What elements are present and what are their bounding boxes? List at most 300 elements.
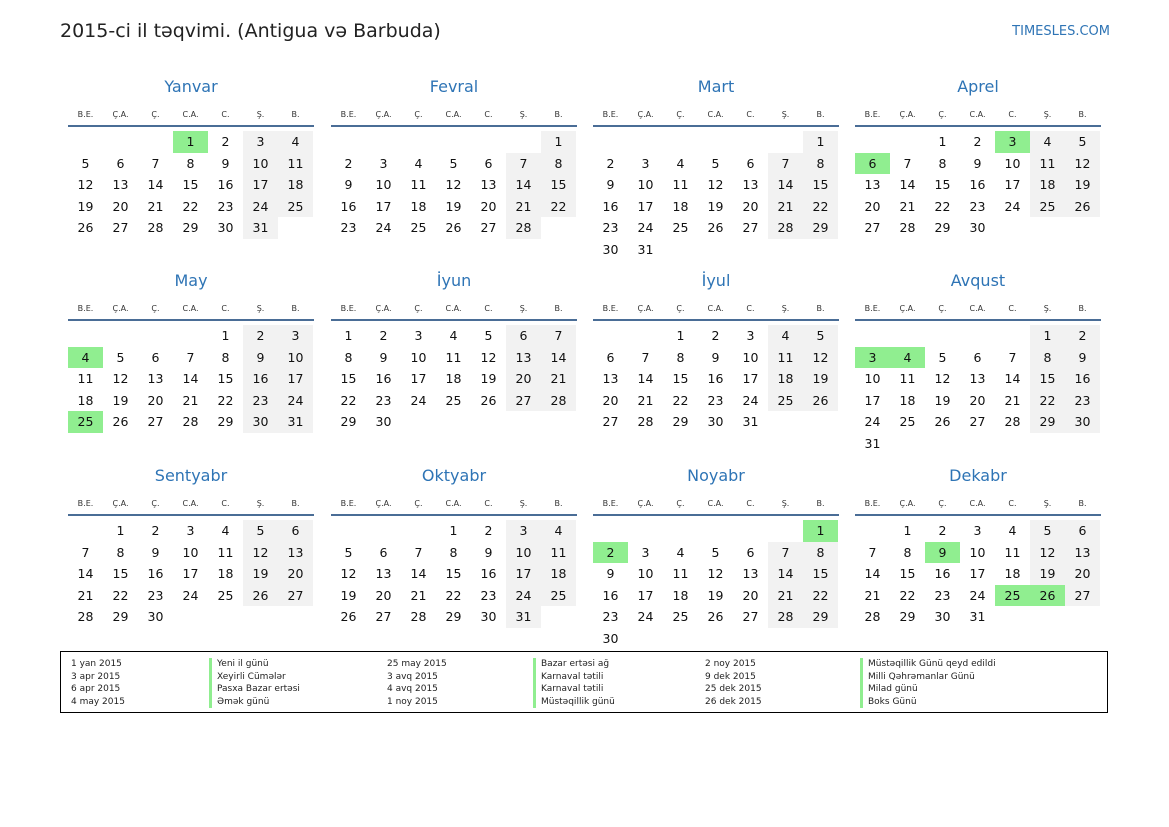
day-cell: 23 xyxy=(1065,390,1100,412)
day-cell: 13 xyxy=(278,542,313,564)
day-cell: 24 xyxy=(243,196,278,218)
day-cell: 3 xyxy=(995,131,1030,153)
day-cell: 22 xyxy=(217,392,234,408)
day-cell: 17 xyxy=(864,392,881,408)
weekday-label: C.A. xyxy=(445,303,462,313)
day-cell: 29 xyxy=(340,414,357,430)
weekday-label: Ç.A. xyxy=(637,303,654,313)
day-cell: 22 xyxy=(803,585,838,607)
day-cell: 29 xyxy=(899,609,916,625)
day-cell: 23 xyxy=(480,587,497,603)
day-cell: 1 xyxy=(221,328,230,343)
day-cell: 2 xyxy=(379,328,388,343)
week-row xyxy=(331,196,577,218)
week-row xyxy=(331,411,577,433)
brand-link[interactable]: TIMESLES.COM xyxy=(1012,24,1110,39)
weekday-header xyxy=(855,103,1101,127)
day-cell: 8 xyxy=(541,153,576,175)
legend-date: 3 apr 2015 xyxy=(71,671,121,682)
day-cell: 12 xyxy=(340,566,357,582)
weekday-label: C.A. xyxy=(707,303,724,313)
day-cell: 15 xyxy=(934,177,951,193)
day-cell: 8 xyxy=(344,349,353,365)
month-calendar xyxy=(331,267,577,433)
day-cell: 19 xyxy=(340,587,357,603)
day-cell: 29 xyxy=(1030,411,1065,433)
day-cell: 26 xyxy=(1030,585,1065,607)
day-cell: 24 xyxy=(182,587,199,603)
day-cell: 10 xyxy=(375,177,392,193)
empty-cell xyxy=(436,131,471,153)
day-cell: 12 xyxy=(243,542,278,564)
weekday-label: C.A. xyxy=(182,498,199,508)
day-cell: 27 xyxy=(147,414,164,430)
week-row xyxy=(593,563,839,585)
legend-date: 3 avq 2015 xyxy=(387,671,438,682)
day-cell: 24 xyxy=(506,585,541,607)
day-cell: 20 xyxy=(480,198,497,214)
weekday-label: Ş. xyxy=(781,109,790,119)
day-cell: 30 xyxy=(1065,411,1100,433)
day-cell: 3 xyxy=(641,155,650,171)
day-cell: 18 xyxy=(899,392,916,408)
empty-cell xyxy=(471,131,506,153)
day-cell: 21 xyxy=(506,196,541,218)
day-cell: 30 xyxy=(147,609,164,625)
day-cell: 13 xyxy=(1065,542,1100,564)
weekday-label: B.E. xyxy=(864,303,881,313)
week-row xyxy=(855,390,1101,412)
empty-cell xyxy=(698,131,733,153)
weekday-label: C. xyxy=(484,109,493,119)
day-cell: 23 xyxy=(969,198,986,214)
legend-holiday-name: Karnaval tətili xyxy=(533,683,615,696)
legend-holiday-name: Milli Qəhrəmanlar Günü xyxy=(860,671,996,684)
day-cell: 29 xyxy=(934,220,951,236)
empty-cell xyxy=(733,520,768,542)
day-cell: 27 xyxy=(602,414,619,430)
weekday-label: C.A. xyxy=(182,109,199,119)
day-cell: 5 xyxy=(243,520,278,542)
week-row xyxy=(68,174,314,196)
day-cell: 4 xyxy=(676,544,685,560)
day-cell: 8 xyxy=(1030,347,1065,369)
day-cell: 27 xyxy=(1065,585,1100,607)
day-cell: 2 xyxy=(606,155,615,171)
week-row xyxy=(593,585,839,607)
weekday-header xyxy=(593,297,839,321)
day-cell: 4 xyxy=(768,325,803,347)
day-cell: 15 xyxy=(445,566,462,582)
day-cell: 10 xyxy=(506,542,541,564)
weekday-label: C. xyxy=(1008,109,1017,119)
legend-date: 4 may 2015 xyxy=(71,696,125,707)
day-cell: 14 xyxy=(77,566,94,582)
weekday-label: C.A. xyxy=(445,498,462,508)
day-cell: 14 xyxy=(768,174,803,196)
day-cell: 11 xyxy=(672,177,689,193)
day-cell: 24 xyxy=(864,414,881,430)
day-cell: 16 xyxy=(243,368,278,390)
day-cell: 5 xyxy=(484,328,493,343)
day-cell: 24 xyxy=(278,390,313,412)
day-cell: 6 xyxy=(116,155,125,171)
day-cell: 8 xyxy=(116,544,125,560)
day-cell: 17 xyxy=(969,566,986,582)
week-row xyxy=(331,390,577,412)
day-cell: 4 xyxy=(1030,131,1065,153)
weekday-label: B. xyxy=(816,109,825,119)
week-row xyxy=(593,217,839,239)
empty-cell xyxy=(68,520,103,542)
empty-cell xyxy=(733,131,768,153)
day-cell: 30 xyxy=(602,241,619,257)
day-cell: 7 xyxy=(641,349,650,365)
day-cell: 15 xyxy=(541,174,576,196)
day-cell: 27 xyxy=(480,220,497,236)
week-row xyxy=(593,347,839,369)
day-cell: 14 xyxy=(147,177,164,193)
day-cell: 13 xyxy=(506,347,541,369)
weekday-label: Ş. xyxy=(256,303,265,313)
day-cell: 29 xyxy=(182,220,199,236)
day-cell: 29 xyxy=(672,414,689,430)
day-cell: 25 xyxy=(541,585,576,607)
day-cell: 18 xyxy=(410,198,427,214)
month-calendar xyxy=(855,267,1101,455)
month-name: Mart xyxy=(697,77,735,96)
empty-cell xyxy=(663,131,698,153)
week-row xyxy=(331,368,577,390)
weekday-header xyxy=(68,103,314,127)
day-cell: 21 xyxy=(864,587,881,603)
day-cell: 20 xyxy=(602,392,619,408)
week-row xyxy=(855,433,1101,455)
day-cell: 25 xyxy=(672,609,689,625)
day-cell: 22 xyxy=(803,196,838,218)
month-name: Avqust xyxy=(950,271,1006,290)
weekday-label: Ş. xyxy=(519,498,528,508)
week-row xyxy=(593,542,839,564)
day-cell: 28 xyxy=(864,609,881,625)
day-cell: 9 xyxy=(1065,347,1100,369)
day-cell: 20 xyxy=(864,198,881,214)
weekday-label: Ç.A. xyxy=(637,109,654,119)
week-row xyxy=(855,606,1101,628)
day-cell: 6 xyxy=(484,155,493,171)
day-cell: 31 xyxy=(506,606,541,628)
day-cell: 11 xyxy=(541,542,576,564)
empty-cell xyxy=(68,131,103,153)
weekday-label: C. xyxy=(221,498,230,508)
day-cell: 3 xyxy=(641,544,650,560)
legend-date: 6 apr 2015 xyxy=(71,684,121,694)
weekday-label: Ç.A. xyxy=(899,303,916,313)
weekday-label: Ç.A. xyxy=(899,498,916,508)
day-cell: 17 xyxy=(278,368,313,390)
month-name: Dekabr xyxy=(949,466,1007,485)
day-cell: 28 xyxy=(899,220,916,236)
day-cell: 18 xyxy=(278,174,313,196)
day-cell: 12 xyxy=(112,371,129,387)
empty-cell xyxy=(890,325,925,347)
weekday-label: Ş. xyxy=(519,303,528,313)
day-cell: 21 xyxy=(637,392,654,408)
day-cell: 20 xyxy=(506,368,541,390)
legend-date: 26 dek 2015 xyxy=(705,696,762,707)
day-cell: 20 xyxy=(742,587,759,603)
day-cell: 23 xyxy=(602,609,619,625)
weekday-label: C.A. xyxy=(969,498,986,508)
day-cell: 26 xyxy=(934,414,951,430)
day-cell: 3 xyxy=(506,520,541,542)
weekday-label: Ç. xyxy=(676,303,685,313)
day-cell: 2 xyxy=(711,328,720,343)
empty-cell xyxy=(401,520,436,542)
day-cell: 28 xyxy=(77,609,94,625)
weekday-label: B. xyxy=(1078,498,1087,508)
day-cell: 14 xyxy=(506,174,541,196)
legend-name-column xyxy=(533,658,615,708)
day-cell: 13 xyxy=(480,177,497,193)
day-cell: 24 xyxy=(969,587,986,603)
day-cell: 26 xyxy=(340,609,357,625)
week-row xyxy=(855,325,1101,347)
weekday-label: B. xyxy=(291,303,300,313)
day-cell: 8 xyxy=(221,349,230,365)
weekday-label: Ç.A. xyxy=(112,303,129,313)
weekday-label: B. xyxy=(554,109,563,119)
empty-cell xyxy=(628,131,663,153)
legend-holiday-name: Boks Günü xyxy=(860,696,996,709)
day-cell: 8 xyxy=(803,542,838,564)
day-cell: 26 xyxy=(707,220,724,236)
day-cell: 15 xyxy=(803,563,838,585)
day-cell: 15 xyxy=(672,371,689,387)
day-cell: 2 xyxy=(973,134,982,149)
weekday-label: C.A. xyxy=(182,303,199,313)
day-cell: 1 xyxy=(676,328,685,343)
day-cell: 4 xyxy=(278,131,313,153)
day-cell: 19 xyxy=(934,392,951,408)
day-cell: 22 xyxy=(340,392,357,408)
day-cell: 23 xyxy=(707,392,724,408)
day-cell: 24 xyxy=(375,220,392,236)
day-cell: 7 xyxy=(186,349,195,365)
day-cell: 28 xyxy=(147,220,164,236)
month-calendar xyxy=(68,267,314,433)
day-cell: 6 xyxy=(1065,520,1100,542)
day-cell: 3 xyxy=(278,325,313,347)
day-cell: 21 xyxy=(147,198,164,214)
empty-cell xyxy=(366,520,401,542)
day-cell: 23 xyxy=(602,220,619,236)
legend-holiday-name: Pasxa Bazar ertəsi xyxy=(209,683,300,696)
day-cell: 23 xyxy=(340,220,357,236)
week-row xyxy=(593,520,839,542)
month-calendar xyxy=(593,462,839,650)
empty-cell xyxy=(768,520,803,542)
day-cell: 4 xyxy=(676,155,685,171)
month-name: Fevral xyxy=(429,77,479,96)
weekday-label: C. xyxy=(484,303,493,313)
day-cell: 7 xyxy=(414,544,423,560)
legend-date: 2 noy 2015 xyxy=(705,659,756,669)
week-row xyxy=(331,347,577,369)
day-cell: 11 xyxy=(768,347,803,369)
weekday-header xyxy=(68,492,314,516)
day-cell: 28 xyxy=(768,606,803,628)
day-cell: 4 xyxy=(541,520,576,542)
day-cell: 8 xyxy=(676,349,685,365)
day-cell: 20 xyxy=(969,392,986,408)
weekday-label: B.E. xyxy=(340,303,357,313)
week-row xyxy=(68,153,314,175)
weekday-label: C. xyxy=(221,303,230,313)
day-cell: 30 xyxy=(707,414,724,430)
weekday-label: B. xyxy=(1078,109,1087,119)
day-cell: 16 xyxy=(602,198,619,214)
week-row xyxy=(855,347,1101,369)
weekday-label: Ç. xyxy=(938,303,947,313)
week-row xyxy=(68,563,314,585)
day-cell: 25 xyxy=(410,220,427,236)
day-cell: 10 xyxy=(278,347,313,369)
day-cell: 18 xyxy=(445,371,462,387)
weekday-label: B. xyxy=(291,498,300,508)
day-cell: 24 xyxy=(410,392,427,408)
weekday-label: Ç. xyxy=(151,109,160,119)
empty-cell xyxy=(698,520,733,542)
empty-cell xyxy=(890,131,925,153)
month-calendar xyxy=(68,73,314,239)
weekday-label: Ç. xyxy=(676,498,685,508)
month-calendar xyxy=(593,267,839,433)
day-cell: 15 xyxy=(1030,368,1065,390)
day-cell: 11 xyxy=(278,153,313,175)
day-cell: 6 xyxy=(606,349,615,365)
weekday-label: C.A. xyxy=(707,109,724,119)
day-cell: 26 xyxy=(1065,196,1100,218)
day-cell: 14 xyxy=(637,371,654,387)
day-cell: 26 xyxy=(803,390,838,412)
weekday-label: C.A. xyxy=(445,109,462,119)
day-cell: 28 xyxy=(410,609,427,625)
day-cell: 30 xyxy=(243,411,278,433)
week-row xyxy=(593,325,839,347)
empty-cell xyxy=(855,325,890,347)
day-cell: 31 xyxy=(243,217,278,239)
month-name: Noyabr xyxy=(687,466,745,485)
day-cell: 24 xyxy=(637,220,654,236)
weekday-label: Ş. xyxy=(1043,109,1052,119)
week-row xyxy=(68,325,314,347)
week-row xyxy=(855,585,1101,607)
day-cell: 2 xyxy=(344,155,353,171)
day-cell: 18 xyxy=(768,368,803,390)
week-row xyxy=(855,174,1101,196)
day-cell: 9 xyxy=(344,177,353,193)
legend-date: 25 dek 2015 xyxy=(705,684,762,694)
day-cell: 11 xyxy=(1004,544,1021,560)
weekday-header xyxy=(593,103,839,127)
weekday-label: C.A. xyxy=(707,498,724,508)
legend-holiday-name: Karnaval tətili xyxy=(533,671,615,684)
day-cell: 16 xyxy=(147,566,164,582)
week-row xyxy=(593,239,839,261)
week-row xyxy=(331,542,577,564)
day-cell: 12 xyxy=(1030,542,1065,564)
day-cell: 1 xyxy=(344,328,353,343)
day-cell: 10 xyxy=(637,177,654,193)
day-cell: 17 xyxy=(410,371,427,387)
day-cell: 28 xyxy=(182,414,199,430)
weekday-label: Ş. xyxy=(781,303,790,313)
empty-cell xyxy=(138,325,173,347)
weekday-label: B. xyxy=(816,303,825,313)
empty-cell xyxy=(506,131,541,153)
page-title: 2015-ci il təqvimi. (Antigua və Barbuda) xyxy=(60,20,441,42)
day-cell: 13 xyxy=(864,177,881,193)
day-cell: 9 xyxy=(973,155,982,171)
weekday-header xyxy=(68,297,314,321)
day-cell: 5 xyxy=(1030,520,1065,542)
day-cell: 9 xyxy=(711,349,720,365)
week-row xyxy=(331,585,577,607)
day-cell: 11 xyxy=(445,349,462,365)
week-row xyxy=(593,606,839,628)
weekday-label: Ç. xyxy=(151,498,160,508)
weekday-header xyxy=(855,492,1101,516)
weekday-label: Ç.A. xyxy=(375,498,392,508)
day-cell: 4 xyxy=(221,523,230,538)
weekday-label: B.E. xyxy=(602,303,619,313)
week-row xyxy=(593,390,839,412)
week-row xyxy=(593,131,839,153)
day-cell: 25 xyxy=(68,411,103,433)
day-cell: 13 xyxy=(147,371,164,387)
day-cell: 1 xyxy=(903,523,912,538)
day-cell: 7 xyxy=(768,542,803,564)
day-cell: 21 xyxy=(541,368,576,390)
week-row xyxy=(855,368,1101,390)
day-cell: 19 xyxy=(77,198,94,214)
weekday-label: C. xyxy=(746,498,755,508)
day-cell: 5 xyxy=(116,349,125,365)
day-cell: 30 xyxy=(217,220,234,236)
day-cell: 17 xyxy=(506,563,541,585)
day-cell: 4 xyxy=(449,328,458,343)
month-name: İyun xyxy=(436,271,472,290)
week-row xyxy=(68,606,314,628)
day-cell: 31 xyxy=(742,414,759,430)
month-name: Sentyabr xyxy=(154,466,228,485)
weekday-label: B.E. xyxy=(864,498,881,508)
day-cell: 12 xyxy=(803,347,838,369)
empty-cell xyxy=(173,325,208,347)
day-cell: 25 xyxy=(1030,196,1065,218)
day-cell: 22 xyxy=(934,198,951,214)
day-cell: 28 xyxy=(768,217,803,239)
day-cell: 19 xyxy=(445,198,462,214)
day-cell: 30 xyxy=(480,609,497,625)
day-cell: 10 xyxy=(637,566,654,582)
day-cell: 31 xyxy=(637,241,654,257)
weekday-label: Ç.A. xyxy=(375,109,392,119)
week-row xyxy=(68,585,314,607)
day-cell: 13 xyxy=(112,177,129,193)
day-cell: 16 xyxy=(1065,368,1100,390)
